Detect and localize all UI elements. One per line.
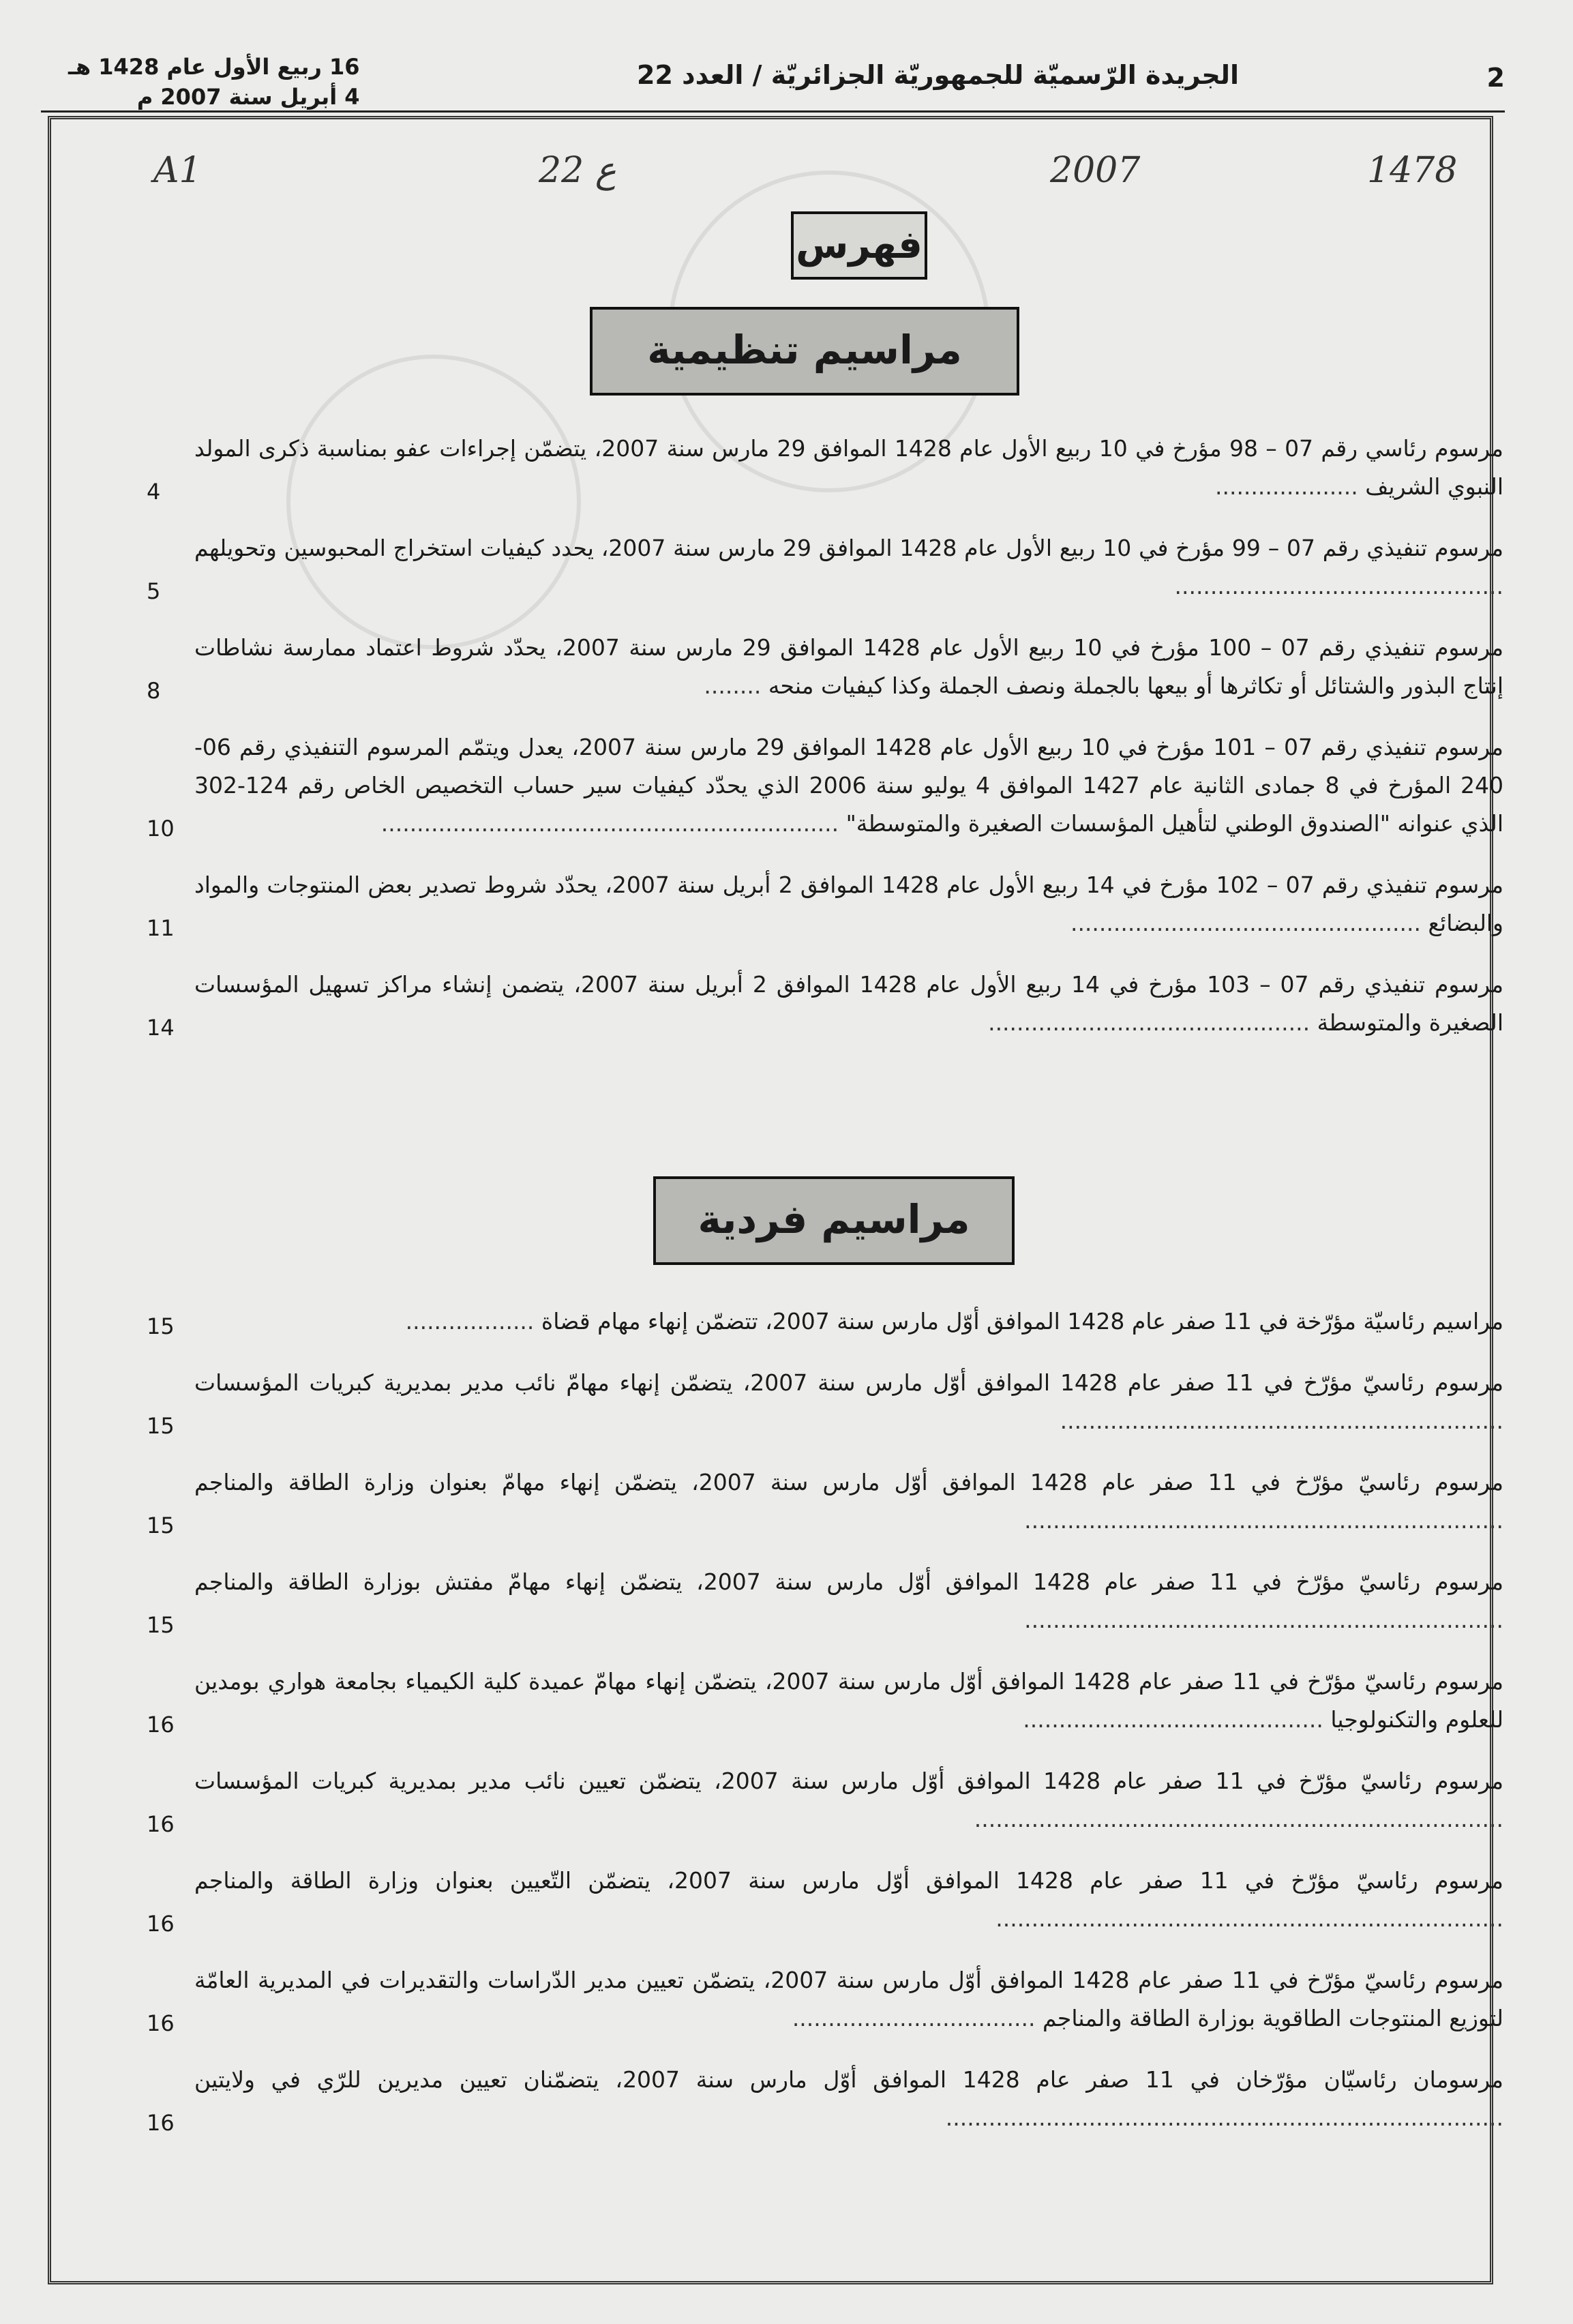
list-item — [119, 1961, 1503, 2038]
list-item — [119, 2061, 1503, 2137]
individual-decrees-list — [119, 1302, 1503, 2160]
entry-page-number: 15 — [147, 1612, 175, 1638]
leader-dots: .............................................. — [1174, 573, 1503, 599]
entry-text: مرسوم رئاسيّ مؤرّخ في 11 صفر عام 1428 الموافق أوّل مارس سنة 2007، يتضمّن إنهاء مهامّ نائب مدير بمديرية كبريات المؤسسات — [194, 1369, 1503, 1396]
entry-text: مرسوم تنفيذي رقم 07 – 102 مؤرخ في 14 ربيع الأول عام 1428 الموافق 2 أبريل سنة 2007، يحدّد شروط تصدير بعض المنتوجات والمواد والبضائع — [194, 872, 1504, 936]
entry-text: مرسوم تنفيذي رقم 07 – 103 مؤرخ في 14 ربيع الأول عام 1428 الموافق 2 أبريل سنة 2007، يتضمن إنشاء مراكز تسهيل المؤسسات الصغيرة والمتوسطة — [194, 971, 1503, 1036]
list-item — [119, 1862, 1503, 1938]
handwritten-note-number: 1478 — [1367, 150, 1458, 191]
entry-page-number: 16 — [147, 2010, 175, 2036]
list-item — [119, 629, 1503, 705]
entry-page-number: 14 — [147, 1015, 175, 1041]
entry-page-number: 10 — [147, 816, 175, 841]
leader-dots: .................. — [405, 1308, 535, 1335]
handwritten-note-year: 2007 — [1050, 150, 1141, 191]
page-number: 2 — [1486, 63, 1505, 93]
entry-page-number: 8 — [147, 678, 161, 704]
leader-dots: ....................................................................... — [995, 1905, 1503, 1932]
hijri-date: 16 ربيع الأول عام 1428 هـ — [68, 54, 360, 80]
entry-page-number: 15 — [147, 1313, 175, 1339]
leader-dots: .............................................................. — [1060, 1407, 1503, 1434]
entry-page-number: 16 — [147, 1811, 175, 1837]
entry-text: مرسوم رئاسيّ مؤرّخ في 11 صفر عام 1428 الموافق أوّل مارس سنة 2007، يتضمّن التّعيين بعنوان وزارة الطاقة والمناجم — [194, 1867, 1503, 1894]
list-item — [119, 1463, 1503, 1540]
entry-text: مرسومان رئاسيّان مؤرّخان في 11 صفر عام 1428 الموافق أوّل مارس سنة 2007، يتضمّنان تعيين مديرين للرّي في ولايتين — [194, 2066, 1503, 2093]
leader-dots: ................................................................... — [1024, 1607, 1503, 1633]
list-item — [119, 430, 1503, 506]
entry-page-number: 4 — [147, 479, 161, 505]
section-title-regulatory-decrees: مراسيم تنظيمية — [590, 307, 1019, 396]
entry-page-number: 11 — [147, 915, 175, 941]
journal-title: الجريدة الرّسميّة للجمهوريّة الجزائريّة / العدد 22 — [637, 60, 1239, 90]
leader-dots: .......................................... — [1023, 1706, 1323, 1733]
entry-page-number: 16 — [147, 1911, 175, 1937]
leader-dots: ............................................. — [988, 1009, 1310, 1036]
handwritten-note-issue: 22 ع — [539, 150, 616, 191]
entry-page-number: 16 — [147, 1712, 175, 1738]
list-item — [119, 966, 1503, 1042]
index-title: فهرس — [791, 211, 927, 280]
leader-dots: .................... — [1214, 473, 1358, 500]
list-item — [119, 1364, 1503, 1440]
regulatory-decrees-list — [119, 430, 1503, 1065]
list-item — [119, 1762, 1503, 1838]
entry-page-number: 15 — [147, 1413, 175, 1439]
leader-dots: .............................................................................. — [945, 2104, 1503, 2131]
entry-text: مرسوم رئاسيّ مؤرّخ في 11 صفر عام 1428 الموافق أوّل مارس سنة 2007، يتضمّن إنهاء مهامّ عميدة كلية الكيمياء بجامعة هواري بومدين للعلوم والتكنولوجيا — [194, 1668, 1503, 1733]
list-item — [119, 1663, 1503, 1739]
handwritten-note-left: A1 — [153, 150, 202, 191]
leader-dots: ................................................................ — [380, 810, 839, 837]
leader-dots: .................................. — [792, 2005, 1036, 2031]
entry-text: مرسوم رئاسيّ مؤرّخ في 11 صفر عام 1428 الموافق أوّل مارس سنة 2007، يتضمّن إنهاء مهامّ مفتش بوزارة الطاقة والمناجم — [194, 1568, 1503, 1595]
list-item — [119, 529, 1503, 606]
leader-dots: ........ — [704, 672, 762, 699]
leader-dots: ................................................. — [1070, 910, 1421, 936]
entry-text: مرسوم تنفيذي رقم 07 – 100 مؤرخ في 10 ربيع الأول عام 1428 الموافق 29 مارس سنة 2007، يحدّد شروط اعتماد ممارسة نشاطات إنتاج البذور والشتائل أو تكاثرها أو بيعها بالجملة ونصف الجملة وكذا كيفيات منحه — [194, 634, 1503, 699]
leader-dots: ................................................................... — [1024, 1507, 1503, 1534]
section-title-individual-decrees: مراسيم فردية — [653, 1176, 1015, 1265]
entry-text: مرسوم رئاسي رقم 07 – 98 مؤرخ في 10 ربيع الأول عام 1428 الموافق 29 مارس سنة 2007، يتضمّن إجراءات عفو بمناسبة ذكرى المولد النبوي الشريف — [194, 435, 1503, 500]
entry-text: مرسوم تنفيذي رقم 07 – 101 مؤرخ في 10 ربيع الأول عام 1428 الموافق 29 مارس سنة 2007، يعدل ويتمّم المرسوم التنفيذي رقم 06-240 المؤرخ في 8 جمادى الثانية عام 1427 الموافق 4 يوليو سنة 2006 الذي يحدّد كيفيات سير حساب التخصيص الخاص رقم 124-302 الذي عنوانه "الصندوق الوطني لتأهيل المؤسسات الصغيرة والمتوسطة" — [194, 734, 1504, 837]
entry-page-number: 15 — [147, 1513, 175, 1538]
list-item — [119, 728, 1503, 843]
list-item — [119, 1563, 1503, 1639]
entry-text: مرسوم رئاسيّ مؤرّخ في 11 صفر عام 1428 الموافق أوّل مارس سنة 2007، يتضمّن تعيين نائب مدير بمديرية كبريات المؤسسات — [194, 1768, 1503, 1794]
leader-dots: .......................................................................... — [974, 1806, 1503, 1832]
journal-page — [27, 48, 1505, 2291]
gregorian-date: 4 أبريل سنة 2007 م — [136, 84, 360, 110]
entry-text: مراسيم رئاسيّة مؤرّخة في 11 صفر عام 1428 الموافق أوّل مارس سنة 2007، تتضمّن إنهاء مهام قضاة — [541, 1308, 1503, 1335]
page-header — [41, 48, 1505, 113]
list-item — [119, 866, 1503, 942]
entry-text: مرسوم رئاسيّ مؤرّخ في 11 صفر عام 1428 الموافق أوّل مارس سنة 2007، يتضمّن تعيين مدير الدّراسات والتقديرات في المديرية العامّة لتوزيع المنتوجات الطاقوية بوزارة الطاقة والمناجم — [194, 1967, 1504, 2031]
list-item — [119, 1302, 1503, 1341]
entry-page-number: 5 — [147, 578, 161, 604]
entry-text: مرسوم تنفيذي رقم 07 – 99 مؤرخ في 10 ربيع الأول عام 1428 الموافق 29 مارس سنة 2007، يحدد كيفيات استخراج المحبوسين وتحويلهم — [194, 535, 1504, 561]
entry-page-number: 16 — [147, 2110, 175, 2136]
issue-date — [68, 52, 360, 112]
entry-text: مرسوم رئاسيّ مؤرّخ في 11 صفر عام 1428 الموافق أوّل مارس سنة 2007، يتضمّن إنهاء مهامّ بعنوان وزارة الطاقة والمناجم — [194, 1469, 1503, 1495]
